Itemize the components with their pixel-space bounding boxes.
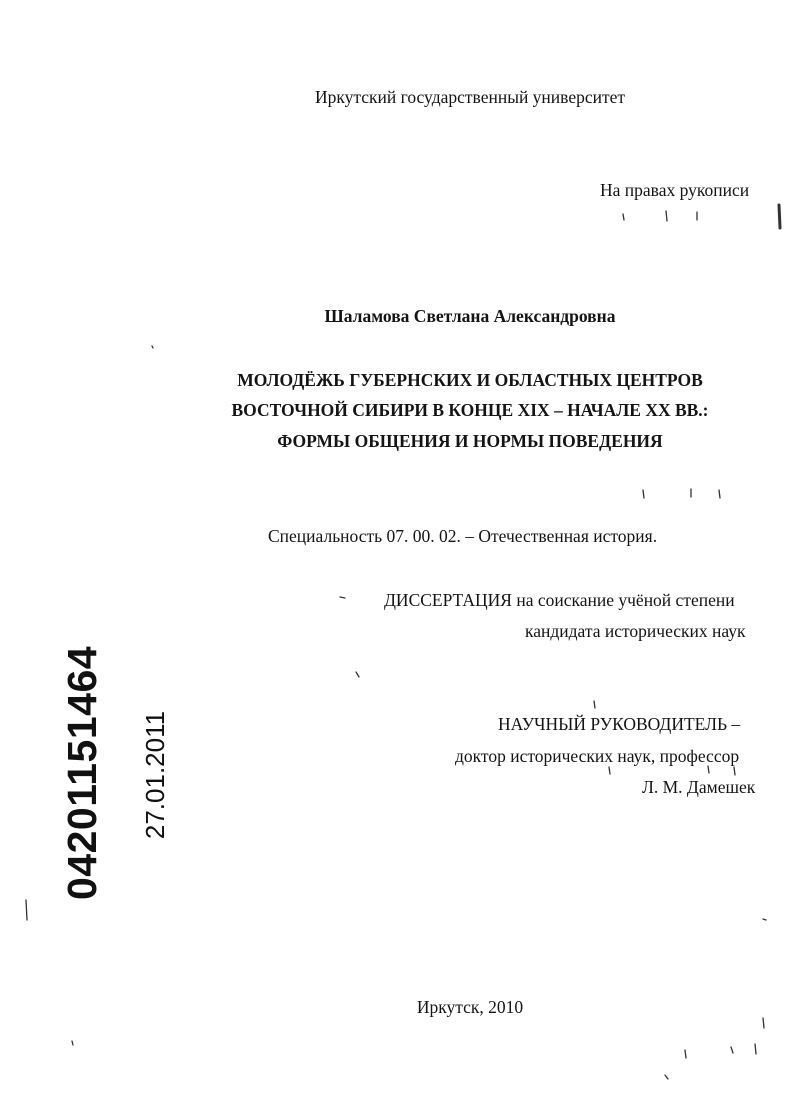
university-name: Иркутский государственный университет bbox=[314, 87, 626, 107]
place-and-year: Иркутск, 2010 bbox=[416, 997, 524, 1017]
manuscript-note: На правах рукописи bbox=[600, 180, 750, 200]
dissertation-title-line-3: ФОРМЫ ОБЩЕНИЯ И НОРМЫ ПОВЕДЕНИЯ bbox=[277, 431, 663, 451]
supervisor-degree: доктор исторических наук, профессор bbox=[455, 746, 740, 766]
dissertation-title-line-1: МОЛОДЁЖЬ ГУБЕРНСКИХ И ОБЛАСТНЫХ ЦЕНТРОВ bbox=[237, 370, 703, 390]
dissertation-degree-line-1: ДИССЕРТАЦИЯ на соискание учёной степени bbox=[384, 590, 735, 610]
specialty: Специальность 07. 00. 02. – Отечественная история. bbox=[268, 526, 658, 546]
stamp-date: 27.01.2011 bbox=[140, 710, 170, 840]
dissertation-title-line-2: ВОСТОЧНОЙ СИБИРИ В КОНЦЕ XIX – НАЧАЛЕ XX ВВ.: bbox=[231, 400, 709, 420]
author-name: Шаламова Светлана Александровна bbox=[324, 306, 616, 326]
supervisor-heading: НАУЧНЫЙ РУКОВОДИТЕЛЬ – bbox=[498, 714, 741, 734]
stamp-number: 04201151464 bbox=[59, 645, 105, 900]
dissertation-degree-line-2: кандидата исторических наук bbox=[525, 621, 746, 641]
supervisor-name: Л. М. Дамешек bbox=[642, 777, 756, 797]
library-stamp bbox=[40, 645, 170, 900]
